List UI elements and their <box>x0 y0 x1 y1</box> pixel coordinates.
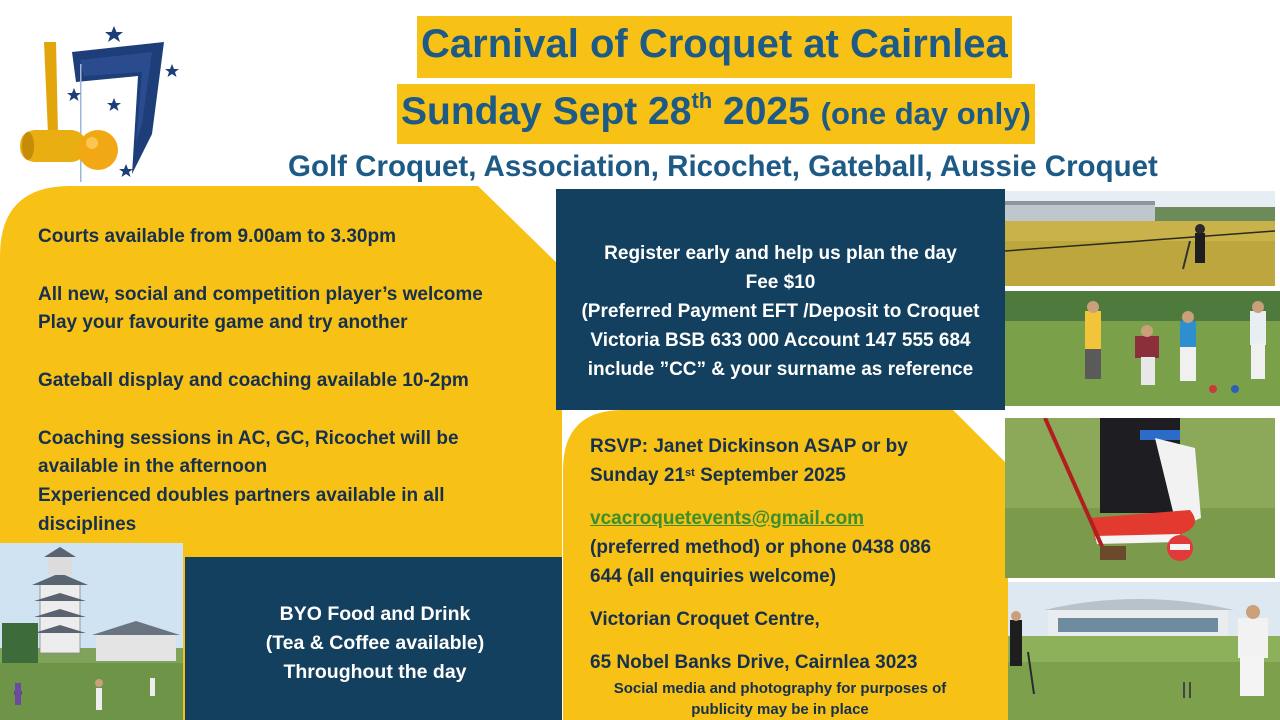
phone-line-2: 644 (all enquiries welcome) <box>590 566 837 587</box>
gateball-line: Gateball display and coaching available 10-2pm <box>38 369 469 391</box>
venue-name: Victorian Croquet Centre, <box>590 609 820 630</box>
rsvp-date-rest: September 2025 <box>694 465 846 486</box>
rsvp-date-prefix: Sunday 21 <box>590 465 686 486</box>
courts-line: Courts available from 9.00am to 3.30pm <box>38 226 396 247</box>
event-title-text: Carnival of Croquet at Cairnlea <box>421 22 1008 66</box>
register-line-1: Register early and help us plan the day <box>604 243 957 264</box>
payment-line-1: (Preferred Payment EFT /Deposit to Croquet <box>581 301 980 322</box>
payment-line-3: include ”CC” & your surname as reference <box>587 359 974 380</box>
venue-address: 65 Nobel Banks Drive, Cairnlea 3023 <box>590 652 918 673</box>
rsvp-date-suffix: st <box>685 467 695 479</box>
fee-line: Fee $10 <box>745 272 816 293</box>
courts-info <box>38 223 558 252</box>
welcome-line-1: All new, social and competition player’s welcome <box>38 283 483 305</box>
coaching-line-2: available in the afternoon <box>38 456 268 478</box>
phone-line-1: (preferred method) or phone 0438 086 <box>590 537 932 558</box>
rsvp-line-2 <box>590 461 990 490</box>
rsvp-text <box>590 432 990 677</box>
event-date <box>397 84 1035 144</box>
croquet-centre-building-photo <box>1008 582 1280 720</box>
payment-line-2: Victoria BSB 633 000 Account 147 555 684 <box>590 330 971 351</box>
clubhouse-lawn-photo <box>1005 191 1275 286</box>
social-media-notice <box>595 678 965 720</box>
gateball-info <box>38 367 558 396</box>
coaching-info <box>38 425 558 540</box>
mallet-and-ball-closeup-photo <box>1005 418 1275 578</box>
byo-text <box>205 600 545 687</box>
partners-line-2: disciplines <box>38 513 137 535</box>
social-line-2: publicity may be in place <box>691 701 869 718</box>
coaching-line-1: Coaching sessions in AC, GC, Ricochet will be <box>38 427 459 449</box>
croquet-logo-icon <box>14 24 184 184</box>
welcome-line-2: Play your favourite game and try another <box>38 312 408 334</box>
rsvp-email-link[interactable]: vcacroquetevents@gmail.com <box>590 508 865 529</box>
event-date-year: 2025 <box>712 90 810 133</box>
event-title <box>417 16 1012 78</box>
event-date-note: (one day only) <box>820 96 1031 131</box>
event-date-prefix: Sunday Sept 28 <box>401 90 692 133</box>
register-text <box>560 239 1001 384</box>
event-subtitle: Golf Croquet, Association, Ricochet, Gateball, Aussie Croquet <box>288 150 1158 183</box>
event-date-suffix: th <box>691 88 713 113</box>
partners-line-1: Experienced doubles partners available in all <box>38 485 445 507</box>
byo-line-2: (Tea & Coffee available) <box>265 632 485 654</box>
players-on-lawn-photo <box>1005 291 1280 406</box>
rsvp-line-1: RSVP: Janet Dickinson ASAP or by <box>590 436 908 457</box>
left-info-text <box>38 223 558 540</box>
byo-line-1: BYO Food and Drink <box>279 603 471 625</box>
social-line-1: Social media and photography for purposes of <box>613 680 947 697</box>
pagoda-building-photo <box>0 543 183 720</box>
byo-line-3: Throughout the day <box>283 661 467 683</box>
welcome-info <box>38 281 558 339</box>
